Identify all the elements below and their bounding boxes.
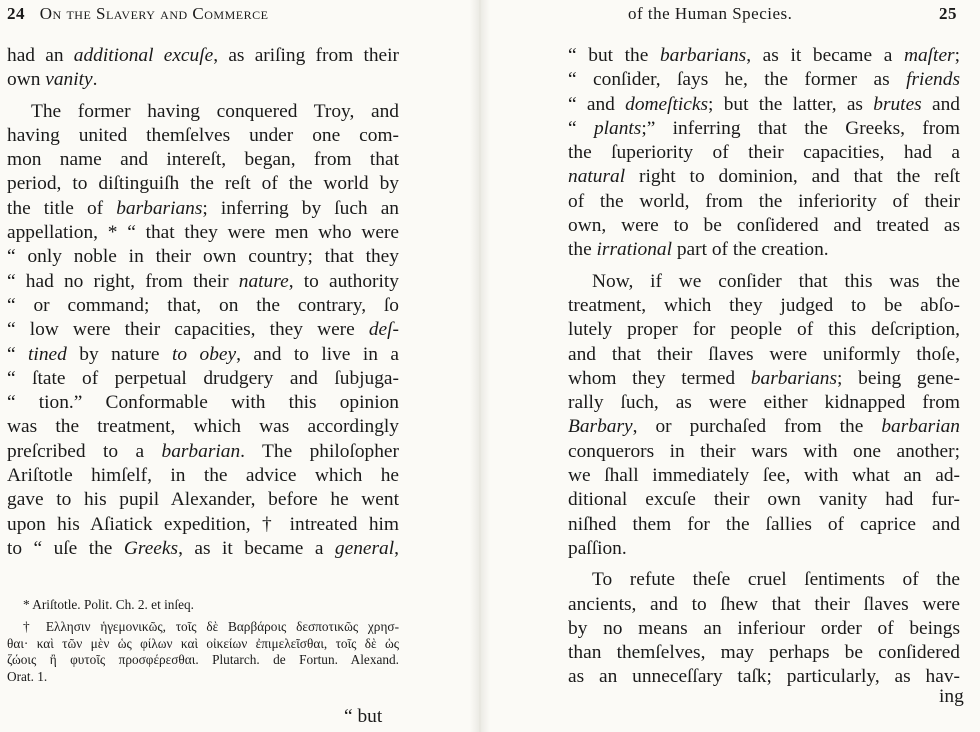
right-page <box>490 0 980 732</box>
footnote-line: θαι· καὶ τῶν μὲν ὡς φίλων καὶ οἰκείων ἐπιμελεῖσθαι, τοῖς δὲ ὡς <box>7 635 399 651</box>
text-line: “ had no right, from their nature, to authority <box>7 270 399 292</box>
left-page-number: 24 <box>7 4 25 23</box>
text-line: “ low were their capacities, they were deſ- <box>7 319 399 341</box>
text-line: we ſhall immediately ſee, with what an ad- <box>568 465 960 487</box>
text-line: lutely proper for people of this deſcription, <box>568 319 960 341</box>
footnote-line: Orat. 1. <box>7 668 48 684</box>
book-gutter <box>470 0 490 732</box>
text-line: Now, if we conſider that this was the <box>592 270 960 292</box>
text-line: of the world, from the inferiority of their <box>568 190 960 212</box>
text-line: “ conſider, ſays he, the former as friends <box>568 69 960 91</box>
text-line: “ ſtate of perpetual drudgery and ſubjuga- <box>7 367 399 389</box>
text-line: own, were to be conſidered and treated as <box>568 215 960 237</box>
right-catchword: ing <box>939 686 964 707</box>
text-line: “ plants;” inferring that the Greeks, from <box>568 117 960 139</box>
text-line: “ only noble in their own country; that they <box>7 246 399 268</box>
text-line: “ or command; that, on the contrary, ſo <box>7 294 399 316</box>
text-line: the ſuperiority of their capacities, had a <box>568 142 960 164</box>
left-running-head-title: On the Slavery and Commerce <box>39 4 269 23</box>
text-line: to “ uſe the Greeks, as it became a general, <box>7 537 399 559</box>
text-line: by no means an inferiour order of beings <box>568 617 960 639</box>
right-body-text <box>568 44 960 690</box>
text-line: having united themſelves under one com- <box>7 124 399 146</box>
text-line: preſcribed to a barbarian. The philoſopher <box>7 440 399 462</box>
left-body-text <box>7 44 399 561</box>
text-line: “ and domeſticks; but the latter, as brutes and <box>568 93 960 115</box>
text-line: period, to diſtinguiſh the reſt of the world by <box>7 173 399 195</box>
text-line: conquerors in their wars with one another; <box>568 440 960 462</box>
text-line: niſhed them for the ſallies of caprice and <box>568 513 960 535</box>
text-line: treatment, which they judged to be abſo- <box>568 294 960 316</box>
text-line: “ but the barbarians, as it became a maſter; <box>568 45 960 66</box>
text-line: as an unneceſſary taſk; particularly, as hav- <box>568 666 960 688</box>
left-page <box>0 0 470 732</box>
left-catchword: “ but <box>344 706 383 727</box>
right-page-number: 25 <box>939 4 957 23</box>
footnote-line: * Ariſtotle. Polit. Ch. 2. et inſeq. <box>23 597 195 612</box>
text-line: “ tined by nature to obey, and to live in a <box>7 343 399 365</box>
text-line: the irrational part of the creation. <box>568 239 829 261</box>
text-line: own vanity. <box>7 69 98 91</box>
text-line: appellation, * “ that they were men who were <box>7 222 399 244</box>
text-line: had an additional excuſe, as ariſing from their <box>7 45 400 66</box>
text-line: natural right to dominion, and that the reſt <box>568 166 960 188</box>
footnote-line: † Ελλησιν ἡγεμονικῶς, τοῖς δὲ Βαρβάροις δεσποτικῶς χρησ- <box>23 619 399 635</box>
text-line: upon his Aſiatick expedition, † intreated him <box>7 513 399 535</box>
right-running-head: of the Human Species. <box>628 4 793 23</box>
text-line: ditional excuſe their own vanity had fur- <box>568 489 960 511</box>
text-line: than themſelves, may perhaps be conſidered <box>568 642 960 664</box>
text-line: the title of barbarians; inferring by ſuch an <box>7 197 399 219</box>
text-line: gave to his pupil Alexander, before he went <box>7 489 399 511</box>
text-line: paſſion. <box>568 537 627 559</box>
text-line: and that their ſlaves were uniformly thoſe, <box>568 343 960 365</box>
left-running-head <box>7 4 268 24</box>
text-line: was the treatment, which was accordingly <box>7 416 399 438</box>
text-line: mon name and intereſt, began, from that <box>7 149 399 171</box>
text-line: whom they termed barbarians; being gene- <box>568 367 960 389</box>
text-line: Ariſtotle himſelf, in the advice which he <box>7 465 399 487</box>
text-line: Barbary, or purchaſed from the barbarian <box>568 416 960 438</box>
left-footnotes <box>7 597 399 685</box>
footnote-line: ζώοις ἢ φυτοῖς προσφέρεσθαι. Plutarch. de Fortun. Alexand. <box>7 652 399 668</box>
text-line: The former having conquered Troy, and <box>31 100 399 122</box>
text-line: “ tion.” Conformable with this opinion <box>7 392 399 414</box>
text-line: ancients, and to ſhew that their ſlaves were <box>568 593 960 615</box>
text-line: To refute theſe cruel ſentiments of the <box>592 569 960 591</box>
text-line: rally ſuch, as were either kidnapped from <box>568 392 960 414</box>
